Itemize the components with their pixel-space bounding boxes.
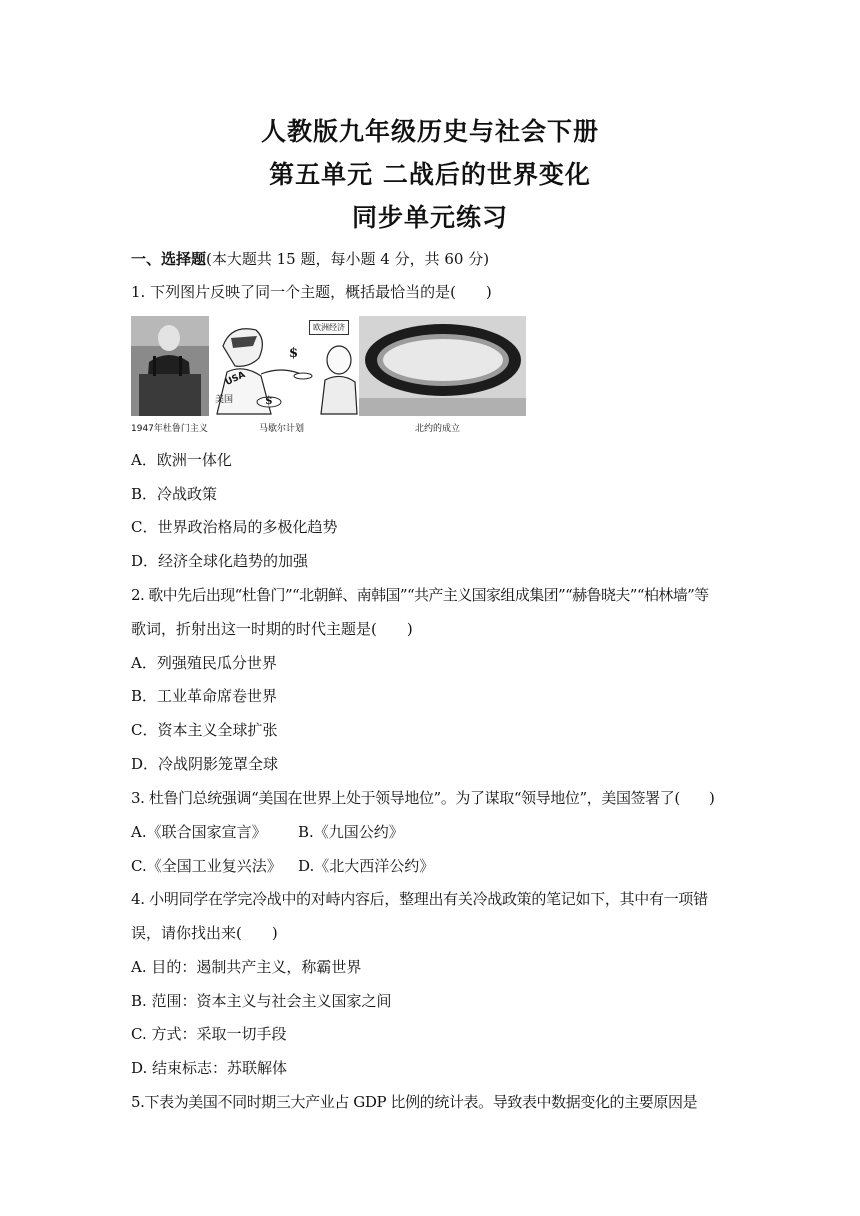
q1-stem: 1. 下列图片反映了同一个主题，概括最恰当的是( ): [131, 283, 492, 301]
q4-option-a: A. 目的：遏制共产主义，称霸世界: [131, 958, 362, 976]
caption-truman: 1947年杜鲁门主义: [131, 424, 208, 434]
q5-stem: 5.下表为美国不同时期三大产业占 GDP 比例的统计表。导致表中数据变化的主要原因是: [131, 1093, 698, 1111]
q3-option-a: A.《联合国家宣言》: [131, 823, 267, 841]
q2-option-a: A．列强殖民瓜分世界: [131, 654, 277, 672]
q4-stem-line1: 4. 小明同学在学完冷战中的对峙内容后，整理出有关冷战政策的笔记如下，其中有一项错: [131, 890, 708, 908]
doc-title: 人教版九年级历史与社会下册: [260, 117, 599, 146]
q1-option-a: A．欧洲一体化: [131, 451, 232, 469]
cartoon-dollar-1: $: [289, 346, 299, 361]
q4-stem-line2: 误，请你找出来( ): [131, 924, 278, 942]
q3-options-row2: [131, 857, 736, 875]
q4-option-b: B. 范围：资本主义与社会主义国家之间: [131, 992, 392, 1010]
cartoon-usa: USA: [223, 370, 247, 388]
q3-option-d: D.《北大西洋公约》: [298, 857, 435, 875]
q3-option-c: C.《全国工业复兴法》: [131, 857, 282, 875]
section-label: 一、选择题: [131, 250, 207, 268]
q2-stem-line1: 2. 歌中先后出现“杜鲁门”“北朝鲜、南韩国”“共产主义国家组成集团”“赫鲁晓夫”“柏林墙”等: [131, 586, 709, 604]
unit-title: 第五单元 二战后的世界变化: [269, 160, 591, 189]
cartoon-us-label: 美国: [215, 395, 234, 405]
section-note: (本大题共 15 题，每小题 4 分，共 60 分): [206, 250, 490, 268]
q1-option-d: D．经济全球化趋势的加强: [131, 552, 309, 570]
q3-options-row1: [131, 823, 736, 841]
caption-nato: 北约的成立: [415, 424, 461, 434]
caption-marshall: 马歇尔计划: [259, 424, 305, 434]
section-heading: [131, 250, 736, 268]
q4-option-c: C. 方式：采取一切手段: [131, 1025, 287, 1043]
q2-option-b: B．工业革命席卷世界: [131, 687, 278, 705]
q3-stem: 3. 杜鲁门总统强调“美国在世界上处于领导地位”。为了谋取“领导地位”，美国签署了( ): [131, 789, 715, 807]
q1-figure: [131, 316, 526, 434]
q3-option-b: B.《九国公约》: [298, 823, 404, 841]
q1-option-c: C．世界政治格局的多极化趋势: [131, 518, 338, 536]
q4-option-d: D. 结束标志：苏联解体: [131, 1059, 288, 1077]
doc-subtitle: 同步单元练习: [351, 203, 508, 232]
q2-stem-line2: 歌词，折射出这一时期的时代主题是( ): [131, 620, 413, 638]
cartoon-dollar-2: $: [265, 394, 273, 407]
q1-option-b: B．冷战政策: [131, 485, 218, 503]
q2-option-c: C．资本主义全球扩张: [131, 721, 278, 739]
cartoon-sign: 欧洲经济: [309, 320, 349, 335]
q2-option-d: D．冷战阴影笼罩全球: [131, 755, 279, 773]
